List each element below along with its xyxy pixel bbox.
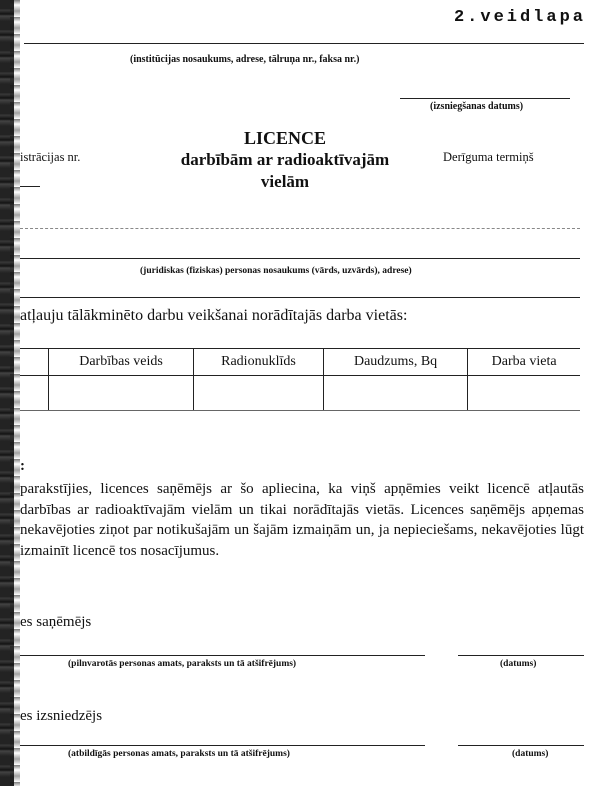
table-cell — [468, 376, 580, 411]
colon-fragment: : — [20, 458, 25, 474]
holder-caption: (juridiskas (fiziskas) personas nosaukums (vārds, uzvārds), adrese) — [140, 266, 412, 276]
table-cell — [49, 376, 194, 411]
institution-line — [24, 43, 584, 44]
issuer-signature-line — [20, 745, 425, 746]
issuer-date-line — [458, 745, 584, 746]
table-cell — [323, 376, 467, 411]
table-header-cell: Daudzums, Bq — [323, 349, 467, 376]
receiver-label: es saņēmējs — [20, 614, 92, 630]
holder-line-1 — [20, 228, 580, 229]
registration-label: istrācijas nr. — [20, 150, 81, 164]
table-header-cell: Darbības veids — [49, 349, 194, 376]
issue-date-caption: (izsniegšanas datums) — [430, 101, 524, 112]
table-cell — [20, 376, 49, 411]
receiver-date-line — [458, 655, 584, 656]
declaration-paragraph: parakstījies, licences saņēmējs ar šo apliecina, ka viņš apņēmies veikt licencē atļautās darbības ar radioaktīvajām vielām un tikai norādītajās vietās. Licences saņēmējs apņemas nekavējoties ziņot par notikušajām un šajām izmaiņām un, ja nepieciešams, nekavējoties lūgt izmainīt licencē tos nosacījumus. — [20, 481, 584, 559]
table-cell — [194, 376, 324, 411]
table-header-cell: Radionuklīds — [194, 349, 324, 376]
receiver-signature-caption: (pilnvarotās personas amats, paraksts un tā atšifrējums) — [68, 659, 297, 669]
issuer-date-caption: (datums) — [512, 749, 549, 759]
institution-caption: (institūcijas nosaukums, adrese, tālruņa nr., faksa nr.) — [130, 54, 360, 65]
receiver-signature-line — [20, 655, 425, 656]
table-header-row — [20, 349, 580, 376]
activity-table — [20, 348, 580, 411]
issuer-signature-caption: (atbildīgās personas amats, paraksts un tā atšifrējums) — [68, 749, 290, 759]
title-line-1: LICENCE — [243, 128, 327, 148]
issue-date-line — [400, 98, 570, 99]
permission-text: atļauju tālākminēto darbu veikšanai norādītajās darba vietās: — [20, 307, 408, 324]
registration-line — [20, 186, 40, 187]
table-row — [20, 376, 580, 411]
licence-title — [150, 127, 420, 193]
holder-line-2 — [20, 258, 580, 259]
scan-edge-artifact — [0, 0, 14, 786]
issuer-label: es izsniedzējs — [20, 708, 103, 724]
form-number: 2.veidlapa — [453, 8, 586, 27]
receiver-date-caption: (datums) — [500, 659, 537, 669]
table-header-cell — [20, 349, 49, 376]
title-line-2: darbībām ar radioaktīvajām — [180, 150, 390, 169]
table-header-cell: Darba vieta — [468, 349, 580, 376]
validity-label: Derīguma termiņš — [443, 150, 534, 164]
holder-line-3 — [20, 297, 580, 298]
title-line-3: vielām — [260, 172, 310, 191]
